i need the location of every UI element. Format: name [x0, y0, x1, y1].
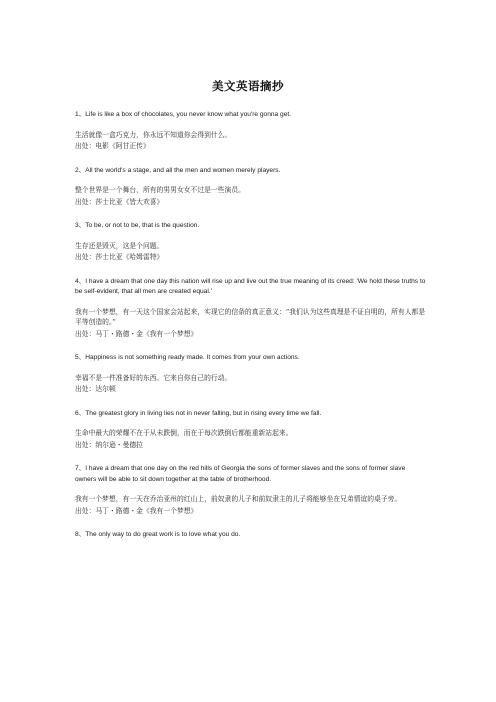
quote-chinese: 生命中最大的荣耀不在于从未跌倒，而在于每次跌倒后都能重新站起来。: [75, 429, 293, 437]
quote-entry-1: [75, 110, 427, 152]
quote-chinese: 幸福不是一件准备好的东西。它来自你自己的行动。: [75, 373, 232, 382]
quote-english: 2、All the world's a stage, and all the men and women merely players.: [75, 166, 281, 174]
quote-chinese: 我有一个梦想，有一天在乔治亚州的红山上，前奴隶的儿子和前奴隶主的儿子将能够坐在兄弟情谊的桌子旁。: [75, 495, 402, 503]
quote-source: 出处：莎士比亚《哈姆雷特》: [75, 253, 164, 261]
quote-english: 3、To be, or not to be, that is the question.: [75, 222, 200, 229]
quote-source: 出处：莎士比亚《皆大欢喜》: [75, 197, 164, 206]
quote-entry-3: [75, 221, 427, 263]
quote-list: [75, 110, 427, 555]
quote-entry-7: [75, 464, 427, 516]
quote-chinese: 生活就像一盒巧克力，你永远不知道你会得到什么。: [75, 130, 232, 139]
quote-source: 出处：达尔顿: [75, 385, 116, 393]
quote-english: 7、I have a dream that one day on the red hills of Georgia the sons of former slaves and the sons of former slave owners will be able to sit down together at the table of brotherhood.: [75, 465, 406, 483]
quote-chinese: 生存还是毁灭，这是个问题。: [75, 241, 164, 250]
quote-english: 5、Happiness is not something ready made. It comes from your own actions.: [75, 354, 300, 361]
quote-entry-5: [75, 353, 427, 395]
quote-source: 出处：马丁・路德・金《我有一个梦想》: [75, 506, 198, 515]
quote-source: 出处：马丁・路德・金《我有一个梦想》: [75, 329, 198, 338]
quote-source: 出处：电影《阿甘正传》: [75, 142, 150, 150]
quote-english: 8、The only way to do great work is to love what you do.: [75, 531, 241, 538]
quote-chinese: 我有一个梦想，有一天这个国家会站起来，实现它的信条的真正意义：“我们认为这些真理是不证自明的，所有人都是平等创造的。”: [75, 307, 426, 326]
quote-entry-6: [75, 409, 427, 451]
page-title: 美文英语摘抄: [212, 79, 284, 93]
quote-english: 6、The greatest glory in living lies not in never falling, but in rising every time we fall.: [75, 409, 322, 417]
quote-english: 4、I have a dream that one day this nation will rise up and live out the true meaning of its creed: 'We hold these truths to be self-evident, that all men are created equal.': [75, 277, 426, 295]
quote-entry-4: [75, 277, 427, 340]
quote-entry-8: [75, 530, 427, 541]
quote-entry-2: [75, 166, 427, 208]
quote-source: 出处：纳尔逊・曼德拉: [75, 440, 143, 449]
quote-english: 1、Life is like a box of chocolates, you never know what you're gonna get.: [75, 111, 292, 118]
quote-chinese: 整个世界是一个舞台，所有的男男女女不过是一些演员。: [75, 186, 245, 194]
